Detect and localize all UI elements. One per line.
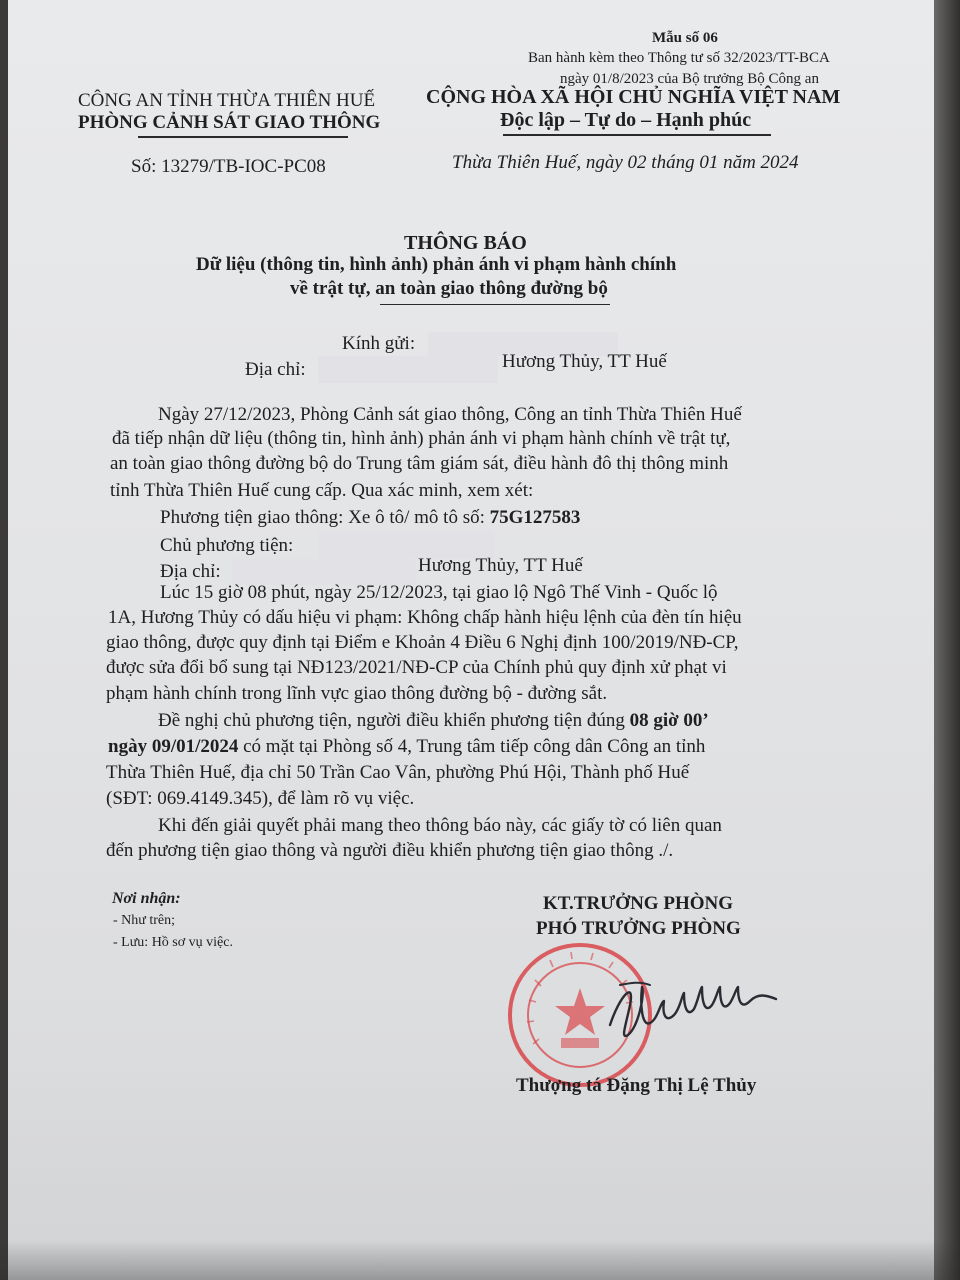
place-date: Thừa Thiên Huế, ngày 02 tháng 01 năm 2024 [452,152,799,173]
form-issued-line2: ngày 01/8/2023 của Bộ trưởng Bộ Công an [560,71,819,87]
appointment-date: ngày 09/01/2024 [108,736,239,757]
owner-address-value: Hương Thủy, TT Huế [418,555,583,576]
signature-icon [590,965,790,1055]
body-p3-line1-text: Đề nghị chủ phương tiện, người điều khiển phương tiện đúng [158,710,630,731]
document-subtitle-line2: về trật tự, an toàn giao thông đường bộ [290,278,608,299]
recipient-address-value: Hương Thủy, TT Huế [502,351,667,372]
recipients-item-2: - Lưu: Hồ sơ vụ việc. [113,935,233,950]
recipients-title: Nơi nhận: [112,890,181,907]
vehicle-plate: 75G127583 [489,507,581,528]
recipients-item-1: - Như trên; [113,913,176,928]
body-p3-line2-text: có mặt tại Phòng số 4, Trung tâm tiếp công dân Công an tỉnh [238,736,706,757]
republic-title: CỘNG HÒA XÃ HỘI CHỦ NGHĨA VIỆT NAM [426,86,841,108]
signer-name: Thượng tá Đặng Thị Lệ Thủy [516,1075,757,1096]
form-number: Mẫu số 06 [652,30,718,46]
body-p4-line1: Khi đến giải quyết phải mang theo thông báo này, các giấy tờ có liên quan [158,815,722,836]
body-p3-line2 [108,736,705,758]
agency-name: PHÒNG CẢNH SÁT GIAO THÔNG [78,112,381,133]
body-p1-line2: đã tiếp nhận dữ liệu (thông tin, hình ảnh) phản ánh vi phạm hành chính về trật tự, [112,428,731,449]
owner-address-label: Địa chỉ: [160,561,221,582]
agency-parent: CÔNG AN TỈNH THỪA THIÊN HUẾ [78,90,376,111]
body-p2-line5: phạm hành chính trong lĩnh vực giao thông đường bộ - đường sắt. [106,683,608,704]
page-edge-shadow [934,0,960,1280]
form-issued-line1: Ban hành kèm theo Thông tư số 32/2023/TT-BCA [528,50,830,66]
recipient-label: Kính gửi: [342,333,416,354]
title-underline [380,304,610,305]
motto-underline [503,134,771,136]
vehicle-line [160,507,580,529]
body-p2-line3: giao thông, được quy định tại Điểm e Khoản 4 Điều 6 Nghị định 100/2019/NĐ-CP, [106,632,739,653]
document-number: Số: 13279/TB-IOC-PC08 [131,156,326,177]
body-p2-line2: 1A, Hương Thủy có dấu hiệu vi phạm: Không chấp hành hiệu lệnh của đèn tín hiệu [108,607,742,628]
body-p2-line1: Lúc 15 giờ 08 phút, ngày 25/12/2023, tại giao lộ Ngô Thế Vinh - Quốc lộ [160,582,718,603]
redacted-recipient-address [318,356,498,383]
body-p4-line2: đến phương tiện giao thông và người điều khiển phương tiện giao thông ./. [106,840,674,861]
owner-label: Chủ phương tiện: [160,535,294,556]
vehicle-label: Phương tiện giao thông: Xe ô tô/ mô tô số: [160,507,490,528]
document-subtitle-line1: Dữ liệu (thông tin, hình ảnh) phản ánh vi phạm hành chính [196,254,677,275]
sign-title-2: PHÓ TRƯỞNG PHÒNG [536,918,741,939]
body-p1-line4: tỉnh Thừa Thiên Huế cung cấp. Qua xác minh, xem xét: [110,480,534,501]
body-p3-line4: (SĐT: 069.4149.345), để làm rõ vụ việc. [106,788,415,809]
agency-underline [138,136,348,138]
appointment-time: 08 giờ 00’ [629,710,709,731]
sign-title-1: KT.TRƯỞNG PHÒNG [543,893,733,914]
body-p3-line3: Thừa Thiên Huế, địa chỉ 50 Trần Cao Vân, phường Phú Hội, Thành phố Huế [106,762,690,783]
body-p1-line3: an toàn giao thông đường bộ do Trung tâm giám sát, điều hành đô thị thông minh [110,453,729,474]
body-p1-line1: Ngày 27/12/2023, Phòng Cảnh sát giao thông, Công an tỉnh Thừa Thiên Huế [158,404,742,425]
body-p3-line1 [158,710,709,732]
document-title: THÔNG BÁO [404,232,527,254]
national-motto: Độc lập – Tự do – Hạnh phúc [500,109,752,131]
recipient-address-label: Địa chỉ: [245,359,306,380]
bottom-shadow [0,1240,960,1280]
body-p2-line4: được sửa đổi bổ sung tại NĐ123/2021/NĐ-CP của Chính phủ quy định xử phạt vi [106,657,727,678]
